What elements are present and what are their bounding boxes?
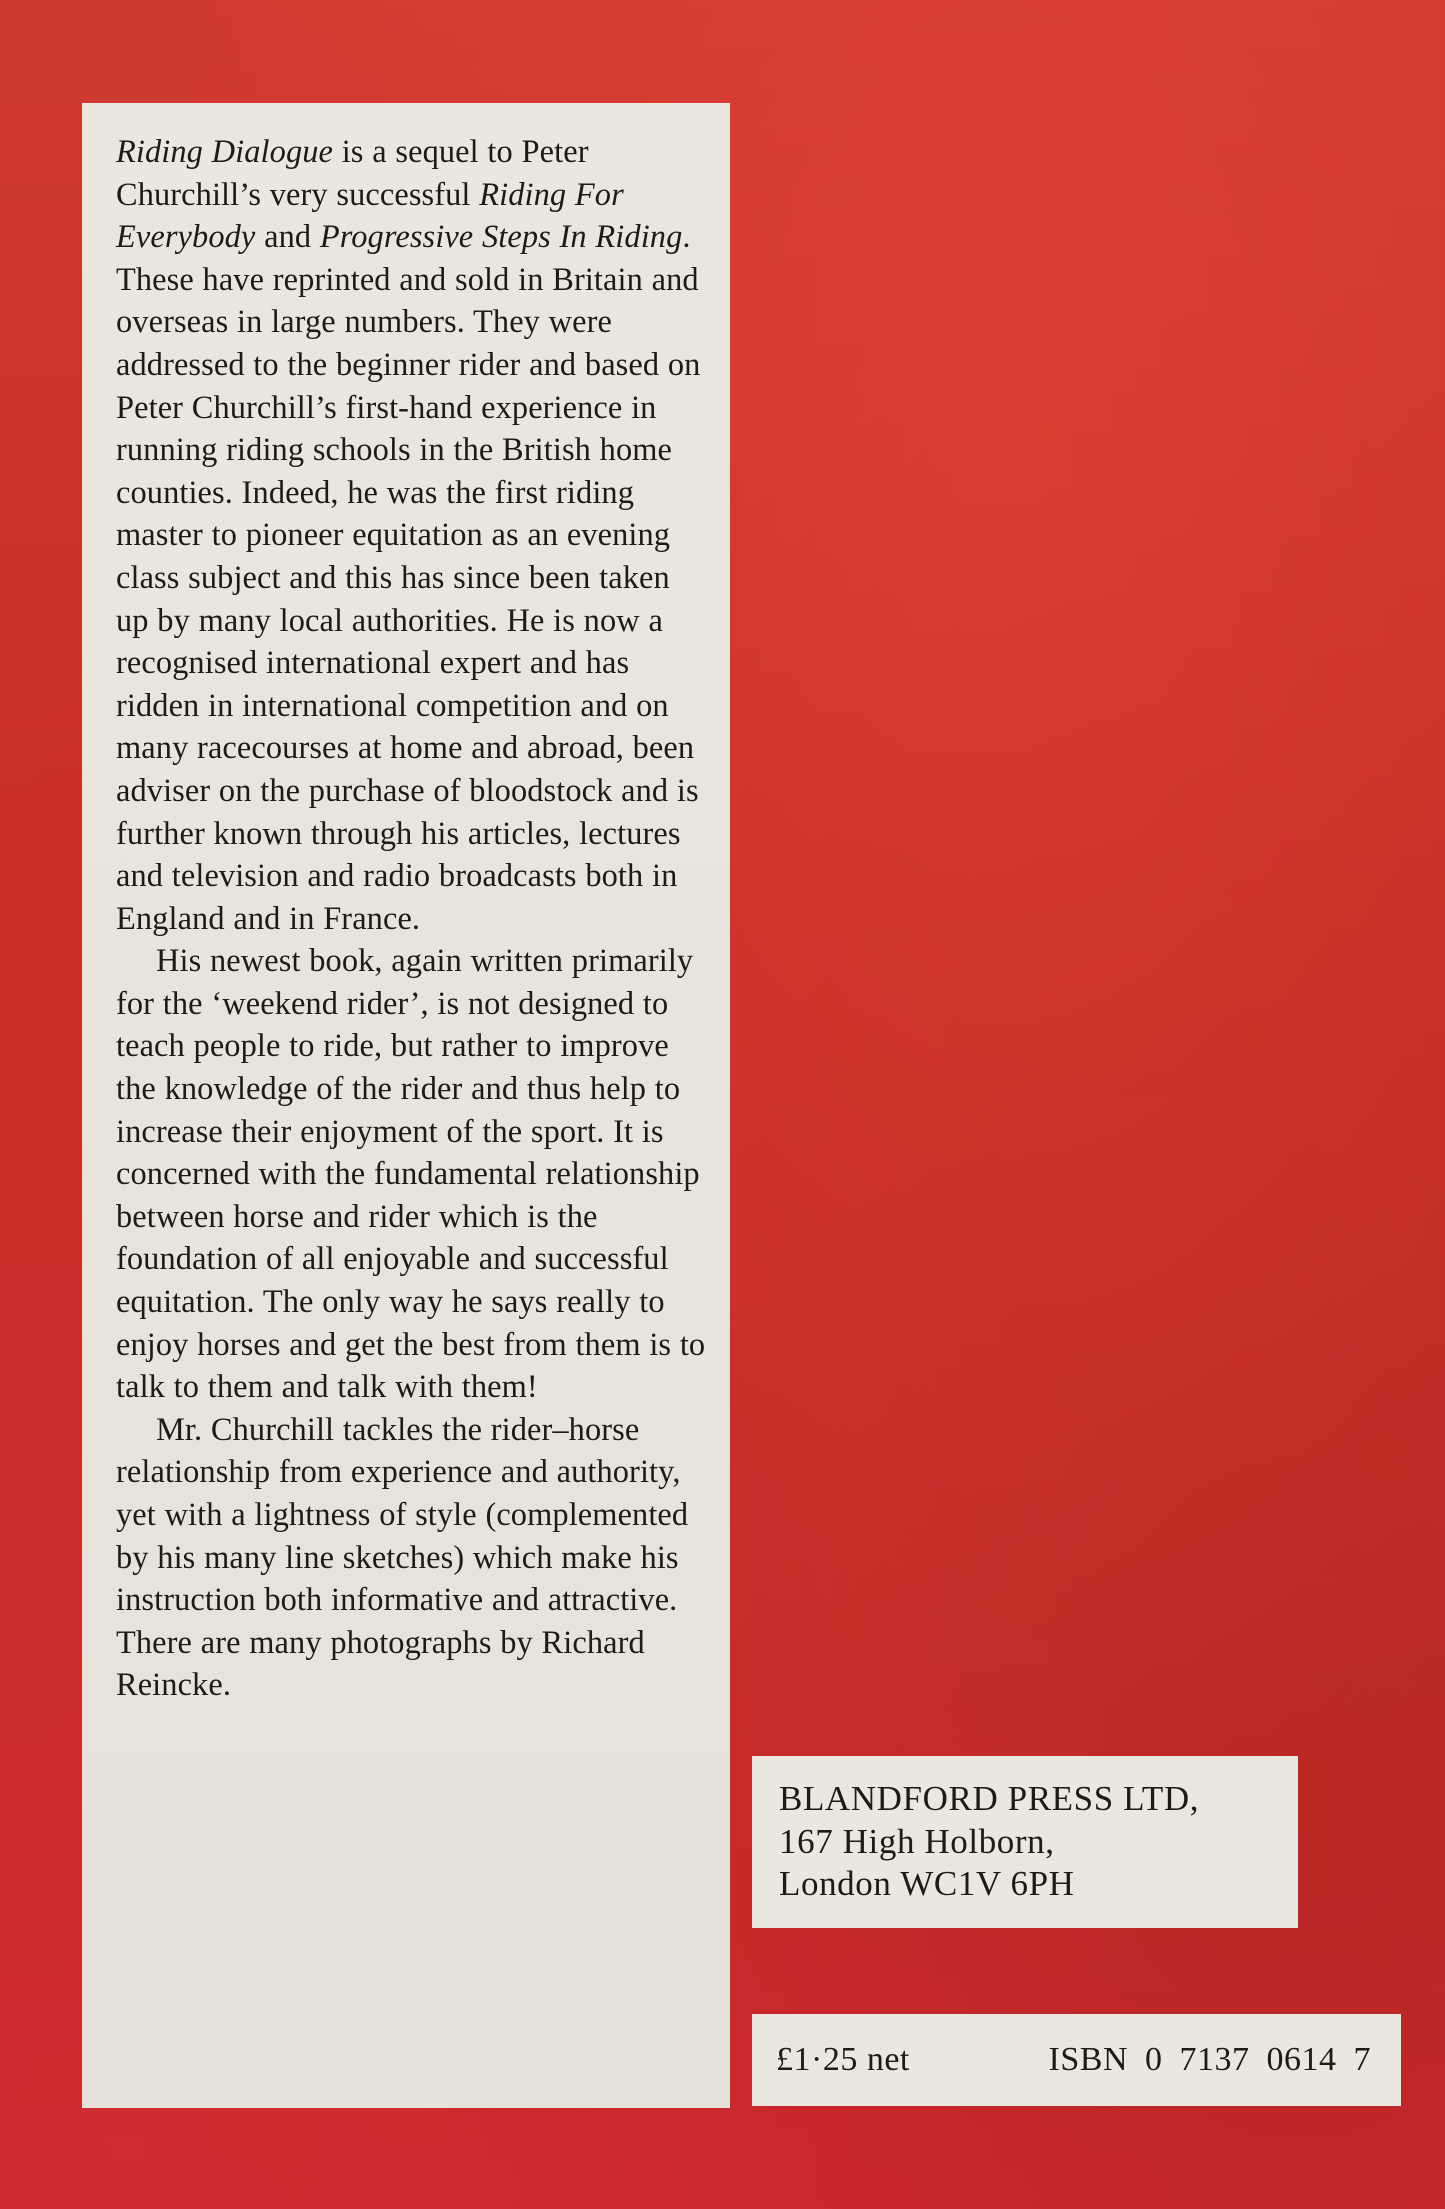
blurb-paragraph-3: Mr. Churchill tackles the rider–horse relationship from experience and authority, yet with a lightness of style (complemented by his many line sketches) which make his instruction both informative and attractive. There are many photographs by Richard Reincke. — [116, 1411, 689, 1704]
price-isbn-box — [752, 2014, 1401, 2106]
title-riding-dialogue: Riding Dialogue — [116, 134, 334, 170]
blurb-paragraph-2: His newest book, again written primarily for the ‘weekend rider’, is not designed to teach people to ride, but rather to improve the knowledge of the rider and thus help to increase their enjoyment of the sport. It is concerned with the fundamental relationship between horse and rider which is the foundation of all enjoyable and successful equitation. The only way he says really to enjoy horses and get the best from them is to talk to them and talk with them! — [116, 943, 706, 1406]
title-progressive-steps: Progressive Steps In Riding — [319, 219, 683, 256]
publisher-address-box — [752, 1756, 1298, 1928]
publisher-name: BLANDFORD PRESS LTD, — [779, 1779, 1200, 1818]
blurb-text: and — [255, 219, 320, 256]
blurb-text: . These have reprinted and sold in Britain and overseas in large numbers. They were addressed to the beginner rider and based on Peter Churchill’s first-hand experience in running riding schools in the British home counties. Indeed, he was the first riding master to pioneer equitation as an evening class subject and this has since been taken up by many local authorities. He is now a recognised international expert and has ridden in international competition and on many racecourses at home and abroad, been adviser on the purchase of bloodstock and is further known through his articles, lectures and television and radio broadcasts both in England and in France. — [116, 219, 701, 937]
blurb-text: is a sequel to Peter Churchill’s very successful — [116, 134, 589, 213]
publisher-city: London WC1V 6PH — [779, 1864, 1075, 1903]
blurb-paragraph-1 — [116, 131, 710, 940]
price-label: £1·25 net — [776, 2041, 910, 2078]
title-riding-for-everybody: Riding For Everybody — [116, 176, 624, 256]
isbn-label: ISBN 0 7137 0614 7 — [1048, 2041, 1371, 2078]
blurb-panel — [82, 103, 730, 2108]
publisher-street: 167 High Holborn, — [779, 1821, 1055, 1861]
